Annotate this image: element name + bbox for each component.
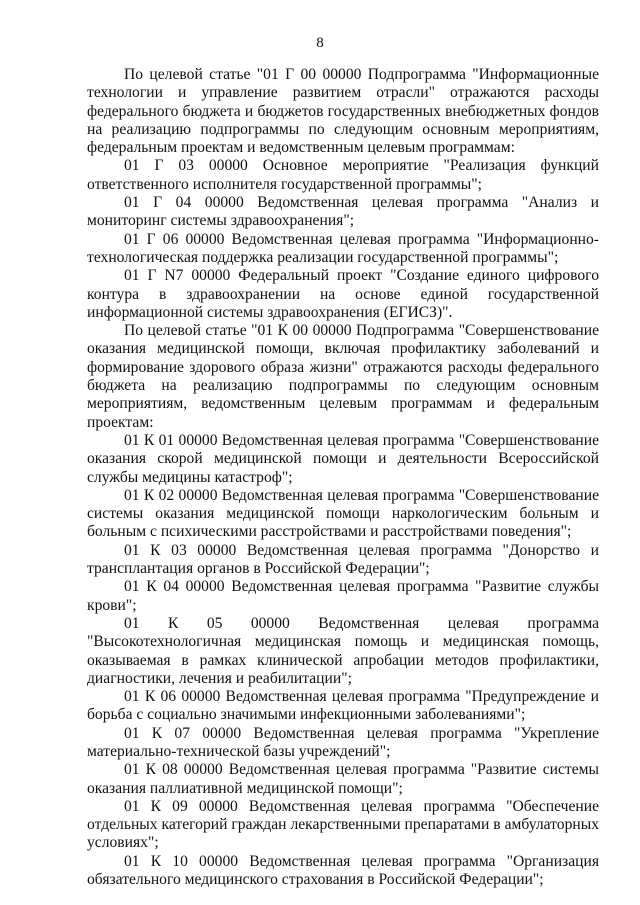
paragraph-01-g-06: 01 Г 06 00000 Ведомственная целевая программа "Информационно-технологическая поддержка реализации государственной программы";	[87, 230, 599, 266]
paragraph-01-k-07: 01 К 07 00000 Ведомственная целевая программа "Укрепление материально-технической базы учреждений";	[87, 724, 599, 760]
paragraph-01-k-06: 01 К 06 00000 Ведомственная целевая программа "Предупреждение и борьба с социально значимыми инфекционными заболеваниями";	[87, 688, 599, 724]
paragraph-subprogram-k-intro: По целевой статье "01 К 00 00000 Подпрограмма "Совершенствование оказания медицинской помощи, включая профилактику заболеваний и формирование здорового образа жизни" отражаются расходы федерального бюджета на реализацию подпрограммы по следующим основным мероприятиям, ведомственным целевым программам и федеральным проектам:	[87, 322, 599, 431]
paragraph-01-k-03: 01 К 03 00000 Ведомственная целевая программа "Донорство и трансплантация органов в Российской Федерации";	[87, 541, 599, 578]
paragraph-01-g-n7: 01 Г N7 00000 Федеральный проект "Создание единого цифрового контура в здравоохранении на основе единой государственной информационной системы здравоохранения (ЕГИСЗ)".	[87, 267, 599, 321]
paragraph-01-k-01: 01 К 01 00000 Ведомственная целевая программа "Совершенствование оказания скорой медицинской помощи и деятельности Всероссийской службы медицины катастроф";	[87, 431, 599, 486]
paragraph-01-k-09: 01 К 09 00000 Ведомственная целевая программа "Обеспечение отдельных категорий граждан лекарственными препаратами в амбулаторных условиях";	[87, 797, 599, 852]
paragraph-01-k-08: 01 К 08 00000 Ведомственная целевая программа "Развитие системы оказания паллиативной медицинской помощи";	[87, 761, 599, 797]
paragraph-subprogram-g-intro: По целевой статье "01 Г 00 00000 Подпрограмма "Информационные технологии и управление развитием отрасли" отражаются расходы федерального бюджета и бюджетов государственных внебюджетных фондов на реализацию подпрограммы по следующим основным мероприятиям, федеральным проектам и ведомственным целевым программам:	[87, 66, 599, 157]
paragraph-01-k-04: 01 К 04 00000 Ведомственная целевая программа "Развитие службы крови";	[87, 578, 599, 614]
paragraph-01-g-03: 01 Г 03 00000 Основное мероприятие "Реализация функций ответственного исполнителя государственной программы";	[87, 157, 599, 193]
page-number: 8	[316, 35, 324, 51]
paragraph-01-k-05: 01 К 05 00000 Ведомственная целевая программа "Высокотехнологичная медицинская помощь и медицинская помощь, оказываемая в рамках клинической апробации методов профилактики, диагностики, лечения и реабилитации";	[87, 614, 599, 687]
paragraph-01-g-04: 01 Г 04 00000 Ведомственная целевая программа "Анализ и мониторинг системы здравоохранения";	[87, 194, 599, 230]
document-body	[87, 66, 599, 889]
paragraph-01-k-10: 01 К 10 00000 Ведомственная целевая программа "Организация обязательного медицинского страхования в Российской Федерации";	[87, 852, 599, 889]
paragraph-01-k-02: 01 К 02 00000 Ведомственная целевая программа "Совершенствование системы оказания медицинской помощи наркологическим больным и больным с психическими расстройствами и расстройствами поведения";	[87, 486, 599, 541]
